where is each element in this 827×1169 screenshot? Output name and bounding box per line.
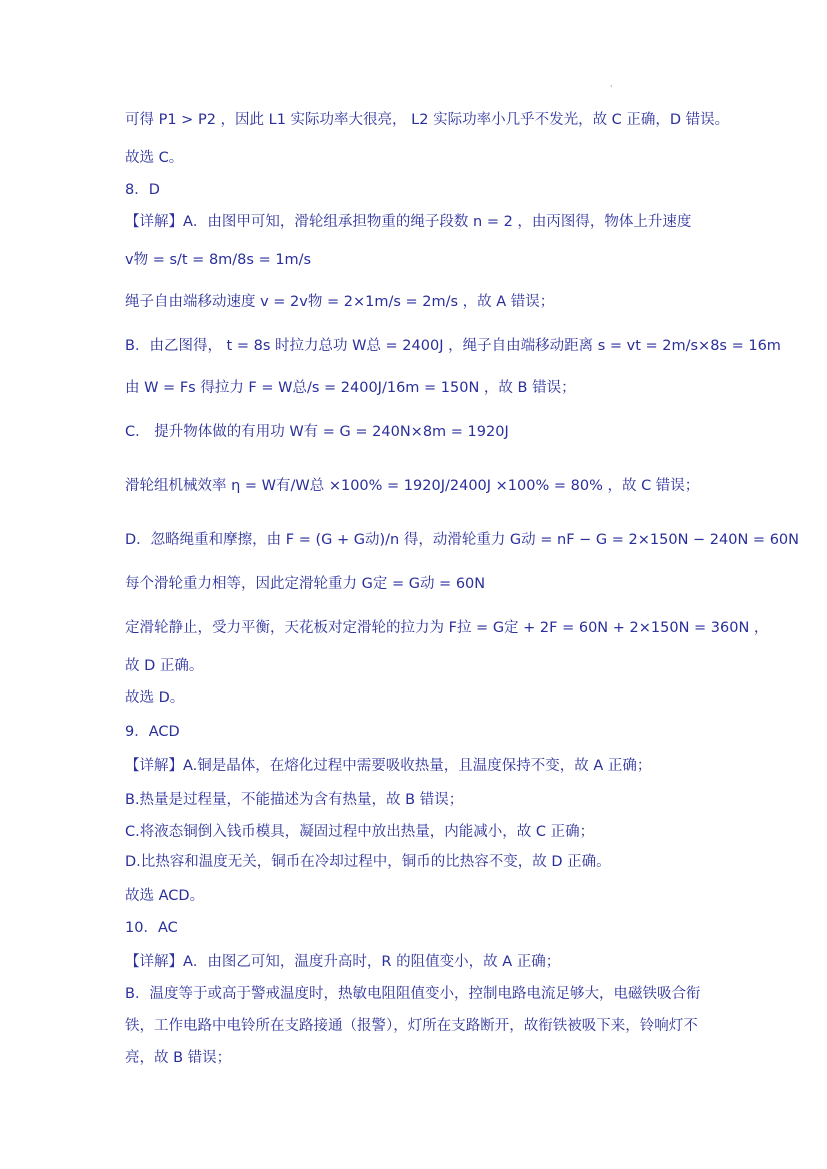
text-line-l02: 故选 C。	[125, 150, 184, 166]
text-line-l08: 由 W = Fs 得拉力 F = W总/s = 2400J/16m = 150N ，故 B 错误；	[125, 380, 576, 396]
text-line-l06: 绳子自由端移动速度 v = 2v物 = 2×1m/s = 2m/s ，故 A 错误；	[125, 294, 555, 310]
text-line-l21: 故选 ACD。	[125, 888, 205, 904]
text-line-l19: C.将液态铜倒入钱币模具，凝固过程中放出热量，内能减小，故 C 正确；	[125, 824, 595, 840]
text-line-l11: D．忽略绳重和摩擦，由 F = (G + G动)/n 得，动滑轮重力 G动 = nF − G = 2×150N − 240N = 60N	[125, 532, 799, 548]
text-line-l13: 定滑轮静止，受力平衡，天花板对定滑轮的拉力为 F拉 = G定 + 2F = 60N + 2×150N = 360N ，	[125, 620, 769, 636]
text-line-l05: v物 = s/t = 8m/8s = 1m/s	[125, 252, 312, 268]
text-line-l25: 铁，工作电路中电铃所在支路接通（报警），灯所在支路断开，故衔铁被吸下来，铃响灯不	[125, 1018, 698, 1034]
text-line-l03: 8．D	[125, 182, 160, 198]
text-line-l01: 可得 P1 > P2 ，因此 L1 实际功率大很亮， L2 实际功率小几乎不发光，故 C 正确，D 错误。	[125, 112, 730, 128]
text-line-l26: 亮，故 B 错误；	[125, 1050, 232, 1066]
text-line-l18: B.热量是过程量，不能描述为含有热量，故 B 错误；	[125, 792, 464, 808]
text-line-l24: B．温度等于或高于警戒温度时，热敏电阻阻值变小，控制电路电流足够大，电磁铁吸合衔	[125, 986, 701, 1002]
text-line-l20: D.比热容和温度无关，铜币在冷却过程中，铜币的比热容不变，故 D 正确。	[125, 854, 611, 870]
text-line-l10: 滑轮组机械效率 η = W有/W总 ×100% = 1920J/2400J ×100% = 80% ，故 C 错误；	[125, 478, 700, 494]
text-line-l04: 【详解】A．由图甲可知，滑轮组承担物重的绳子段数 n = 2 ，由丙图得，物体上升速度	[125, 214, 692, 230]
text-line-l17: 【详解】A.铜是晶体，在熔化过程中需要吸收热量，且温度保持不变，故 A 正确；	[125, 758, 652, 774]
text-line-l22: 10．AC	[125, 920, 178, 936]
page-mark: ·	[610, 82, 613, 91]
text-line-l09: C． 提升物体做的有用功 W有 = G = 240N×8m = 1920J	[125, 424, 509, 440]
text-line-l16: 9．ACD	[125, 724, 180, 740]
text-line-l15: 故选 D。	[125, 690, 185, 706]
text-line-l12: 每个滑轮重力相等，因此定滑轮重力 G定 = G动 = 60N	[125, 576, 486, 592]
text-line-l14: 故 D 正确。	[125, 658, 204, 674]
text-line-l23: 【详解】A．由图乙可知，温度升高时，R 的阻值变小，故 A 正确；	[125, 954, 561, 970]
text-line-l07: B．由乙图得， t = 8s 时拉力总功 W总 = 2400J ，绳子自由端移动距离 s = vt = 2m/s×8s = 16m	[125, 338, 781, 354]
